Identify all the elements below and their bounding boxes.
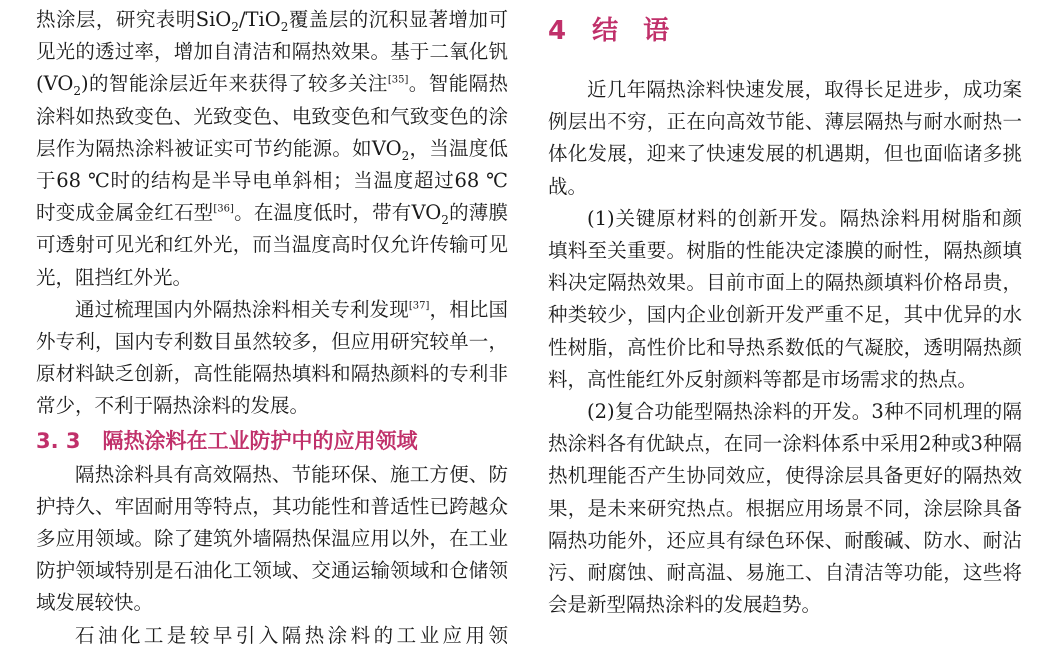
subscript: 2 <box>441 213 449 228</box>
text-run: 通过梳理国内外隔热涂料相关专利发现 <box>75 297 409 321</box>
text-run: 热涂层，研究表明SiO <box>36 8 232 31</box>
subscript: 2 <box>73 84 81 99</box>
right-column <box>548 4 1022 621</box>
text-run: )的智能涂层近年来获得了较多关注 <box>80 72 388 96</box>
paragraph-key-materials: (1)关键原材料的创新开发。隔热涂料用树脂和颜填料至关重要。树脂的性能决定漆膜的耐性，隔热颜填料决定隔热效果。目前市面上的隔热颜填料价格昂贵，种类较少，国内企业创新开发严重不足，其中优异的水性树脂，高性价比和导热系数低的气凝胶，透明隔热颜料，高性能红外反射颜料等都是市场需求的热点。 <box>548 206 1022 391</box>
citation-36[interactable]: [36] <box>213 203 234 215</box>
text-run: ，相比国外专利，国内专利数目虽然较多，但应用研究较单一，原材料缺乏创新，高性能隔热填料和隔热颜料的专利非常少，不利于隔热涂料的发展。 <box>36 297 508 418</box>
text-run: 。在温度低时，带有VO <box>233 201 442 225</box>
section-heading-3-3 <box>36 425 508 457</box>
paragraph-smart-coatings <box>36 4 508 294</box>
section-number: 3. 3 <box>36 428 81 453</box>
text-run: 。智能隔热涂料如热致变色、光致变色、电致变色和气致变色的涂层作为隔热涂料被证实可节约能源。如VO <box>36 72 508 160</box>
paragraph-industrial-applications: 隔热涂料具有高效隔热、节能环保、施工方便、防护持久、牢固耐用等特点，其功能性和普适性已跨越众多应用领域。除了建筑外墙隔热保温应用以外，在工业防护领域特别是石油化工领域、交通运输领域和仓储领域发展较快。 <box>36 462 508 615</box>
text-run: /TiO <box>238 8 281 31</box>
section-title: 结 语 <box>592 16 678 46</box>
paragraph-conclusion-intro: 近几年隔热涂料快速发展，取得长足进步，成功案例层出不穷，正在向高效节能、薄层隔热与耐水耐热一体化发展，迎来了快速发展的机遇期，但也面临诸多挑战。 <box>548 78 1022 198</box>
left-column <box>36 4 508 652</box>
paragraph-petrochemical: 石油化工是较早引入隔热涂料的工业应用领 <box>75 623 508 647</box>
text-run: 的薄膜可透射可见光和红外光，而当温度高时仅允许传输可见光，阻挡红外光。 <box>36 201 508 289</box>
section-title: 隔热涂料在工业防护中的应用领域 <box>102 428 418 453</box>
citation-35[interactable]: [35] <box>387 74 409 86</box>
text-run: ，当温度低于68 ℃时的结构是半导电单斜相；当温度超过68 ℃时变成金属金红石型 <box>36 136 508 225</box>
subscript: 2 <box>231 19 239 34</box>
subscript: 2 <box>401 148 410 163</box>
paragraph-composite-coatings: (2)复合功能型隔热涂料的开发。3种不同机理的隔热涂料各有优缺点，在同一涂料体系中采用2种或3种隔热机理能否产生协同效应，使得涂层具备更好的隔热效果，是未来研究热点。根据应用场景不同，涂层除具备隔热功能外，还应具有绿色环保、耐酸碱、防水、耐沾污、耐腐蚀、耐高温、易施工、自清洁等功能，这些将会是新型隔热涂料的发展趋势。 <box>548 400 1022 617</box>
paragraph-patents <box>36 294 508 423</box>
subscript: 2 <box>280 19 289 34</box>
text-run: 覆盖层的沉积显著增加可见光的透过率，增加自清洁和隔热效果。基于二氧化钒(VO <box>36 8 508 96</box>
section-number: 4 <box>548 16 575 46</box>
section-heading-4-conclusion <box>548 14 1022 48</box>
citation-37[interactable]: [37] <box>408 300 430 312</box>
